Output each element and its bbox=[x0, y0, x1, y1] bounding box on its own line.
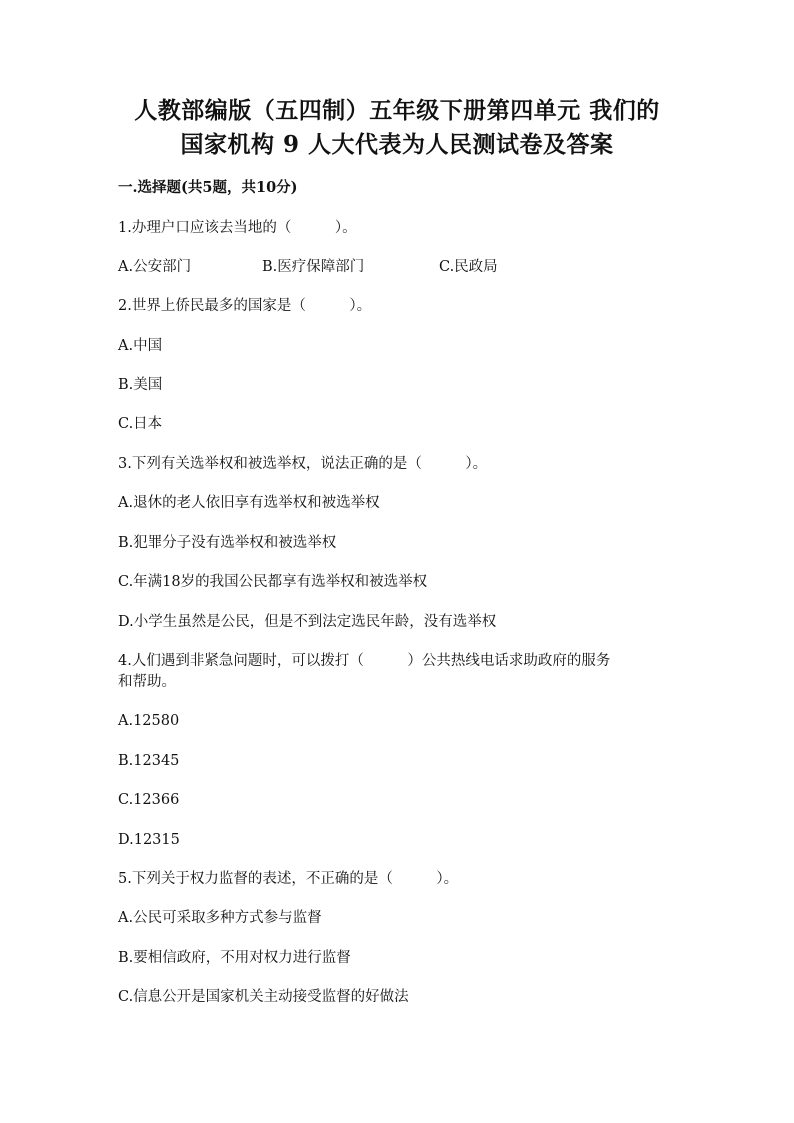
question-4-option-c: C.12366 bbox=[118, 792, 180, 808]
question-5-stem: 5.下列关于权力监督的表述，不正确的是（ ）。 bbox=[118, 871, 459, 887]
question-4-stem: 4.人们遇到非紧急问题时，可以拨打（ ）公共热线电话求助政府的服务 bbox=[118, 653, 611, 669]
question-2-option-b: B.美国 bbox=[118, 377, 163, 393]
question-5-option-a: A.公民可采取多种方式参与监督 bbox=[118, 910, 322, 926]
question-5-option-b: B.要相信政府，不用对权力进行监督 bbox=[118, 950, 351, 966]
question-4-option-d: D.12315 bbox=[118, 832, 180, 848]
question-2-option-c: C.日本 bbox=[118, 416, 163, 432]
question-3-option-a: A.退休的老人依旧享有选举权和被选举权 bbox=[118, 495, 380, 511]
document-title-line-2: 国家机构 9 人大代表为人民测试卷及答案 bbox=[180, 131, 614, 158]
question-2-stem: 2.世界上侨民最多的国家是（ ）。 bbox=[118, 298, 372, 314]
question-1-option-c: C.民政局 bbox=[439, 259, 498, 275]
question-1-stem: 1.办理户口应该去当地的（ ）。 bbox=[118, 220, 357, 236]
question-3-option-c: C.年满18岁的我国公民都享有选举权和被选举权 bbox=[118, 574, 428, 590]
question-4-option-b: B.12345 bbox=[118, 753, 180, 769]
question-5-option-c: C.信息公开是国家机关主动接受监督的好做法 bbox=[118, 989, 409, 1005]
question-3-option-b: B.犯罪分子没有选举权和被选举权 bbox=[118, 535, 337, 551]
question-3-stem: 3.下列有关选举权和被选举权，说法正确的是（ ）。 bbox=[118, 456, 488, 472]
question-3-option-d: D.小学生虽然是公民，但是不到法定选民年龄，没有选举权 bbox=[118, 614, 497, 630]
question-1-option-a: A.公安部门 bbox=[118, 259, 192, 275]
question-4-stem-continued: 和帮助。 bbox=[118, 674, 176, 690]
question-4-option-a: A.12580 bbox=[118, 713, 180, 729]
document-title-line-1: 人教部编版（五四制）五年级下册第四单元 我们的 bbox=[134, 97, 660, 124]
question-2-option-a: A.中国 bbox=[118, 338, 163, 354]
question-1-option-b: B.医疗保障部门 bbox=[262, 259, 365, 275]
section-heading: 一.选择题(共5题，共10分) bbox=[118, 179, 298, 196]
